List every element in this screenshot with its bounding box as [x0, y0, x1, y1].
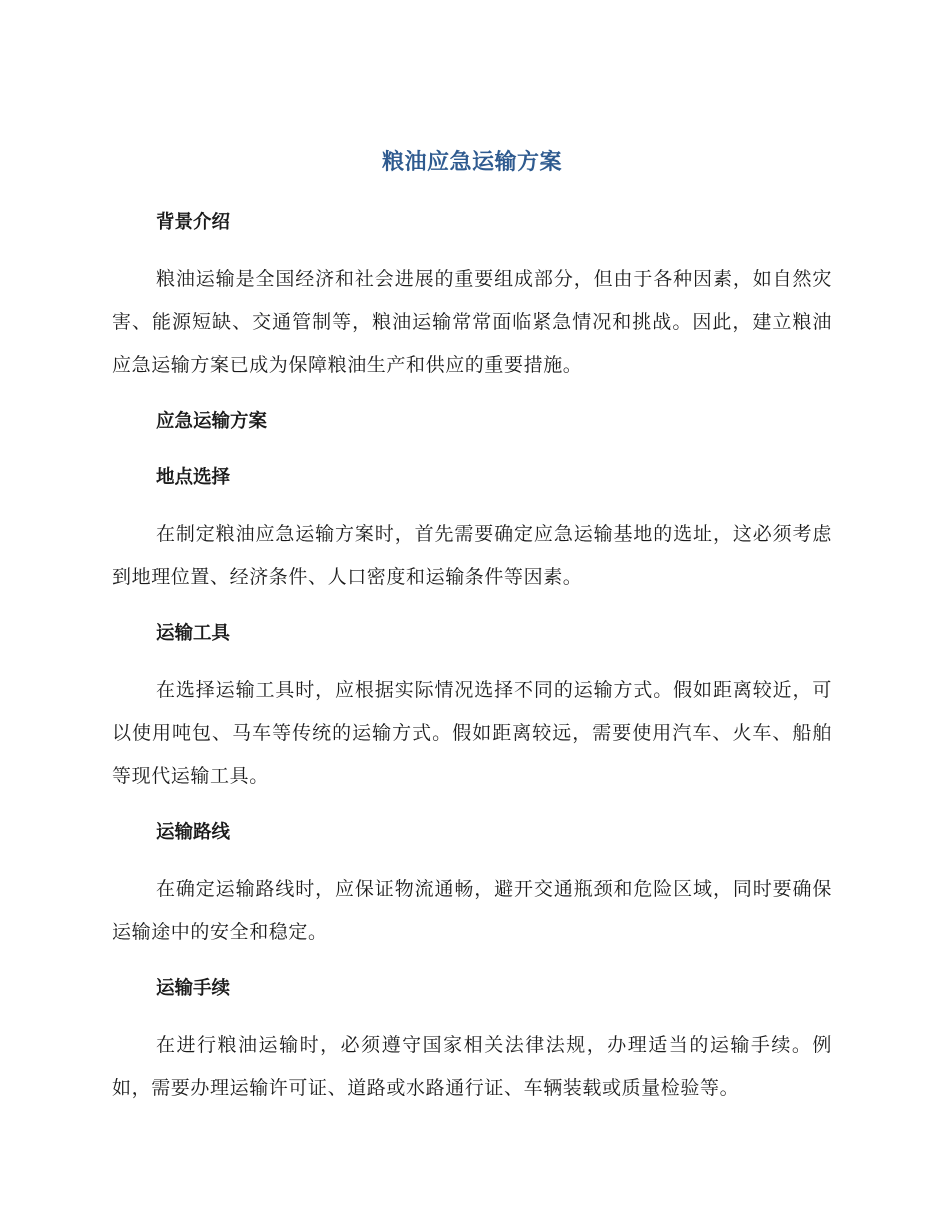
document-title: 粮油应急运输方案 — [381, 150, 562, 175]
section-paragraph-route: 在确定运输路线时，应保证物流通畅，避开交通瓶颈和危险区域，同时要确保运输途中的安全和稳定。 — [112, 878, 832, 943]
section-paragraph-background: 粮油运输是全国经济和社会进展的重要组成部分，但由于各种因素，如自然灾害、能源短缺、交通管制等，粮油运输常常面临紧急情况和挑战。因此，建立粮油应急运输方案已成为保障粮油生产和供应的重要措施。 — [112, 268, 832, 376]
section-heading-route: 运输路线 — [156, 822, 231, 843]
section-heading-location: 地点选择 — [156, 467, 231, 488]
section-heading-background: 背景介绍 — [156, 212, 231, 233]
document-page — [112, 138, 832, 1110]
section-heading-emergency-plan: 应急运输方案 — [156, 411, 268, 432]
section-heading-vehicles: 运输工具 — [156, 623, 231, 644]
section-paragraph-vehicles: 在选择运输工具时，应根据实际情况选择不同的运输方式。假如距离较近，可以使用吨包、马车等传统的运输方式。假如距离较远，需要使用汽车、火车、船舶等现代运输工具。 — [112, 679, 832, 787]
section-heading-procedures: 运输手续 — [156, 978, 231, 999]
section-paragraph-procedures: 在进行粮油运输时，必须遵守国家相关法律法规，办理适当的运输手续。例如，需要办理运输许可证、道路或水路通行证、车辆装载或质量检验等。 — [112, 1034, 832, 1099]
section-paragraph-location: 在制定粮油应急运输方案时，首先需要确定应急运输基地的选址，这必须考虑到地理位置、经济条件、人口密度和运输条件等因素。 — [112, 523, 832, 588]
